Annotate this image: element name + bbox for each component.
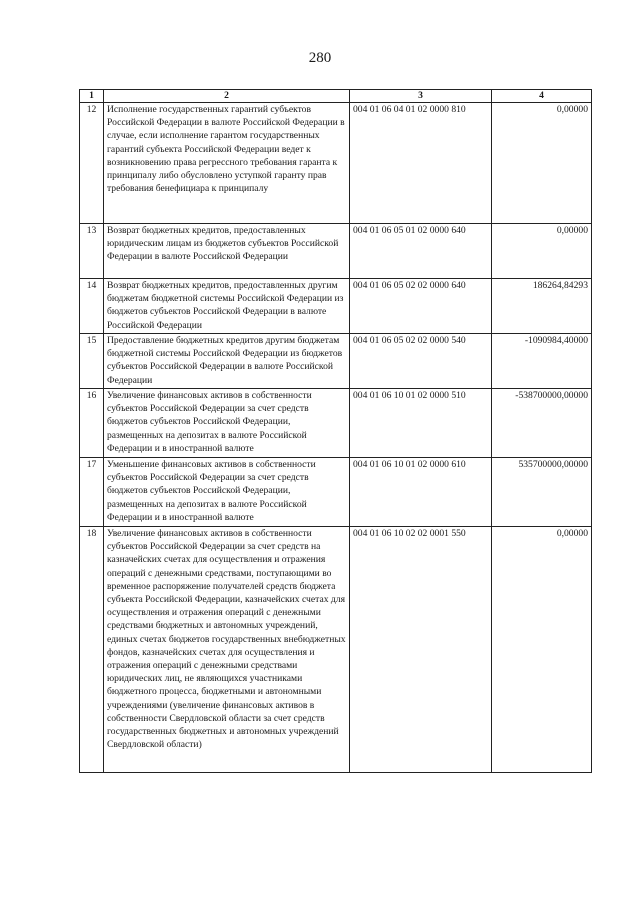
budget-sources-table <box>79 89 592 773</box>
column-header-2: 2 <box>104 90 350 103</box>
row-description: Увеличение финансовых активов в собственности субъектов Российской Федерации за счет средств на казначейских счетах для осуществления и отражения операций с денежными средствами, поступающими во временное распоряжение получателей средств бюджета субъекта Российской Федерации, казначейских счетах для осуществления и отражения операций с денежными средствами бюджетных и автономных учреждений, единых счетах бюджетов государственных внебюджетных фондов, казначейских счетах для осуществления и отражения операций с денежными средствами юридических лиц, не являющихся участниками бюджетного процесса, бюджетными и автономными учреждениями (увеличение финансовых активов в собственности Свердловской области за счет средств государственных бюджетных и автономных учреждений Свердловской области) <box>104 527 350 773</box>
row-number: 17 <box>80 458 104 527</box>
row-description: Увеличение финансовых активов в собственности субъектов Российской Федерации за счет средств бюджетов субъектов Российской Федерации, размещенных на депозитах в валюте Российской Федерации и в иностранной валюте <box>104 389 350 458</box>
row-amount: -1090984,40000 <box>492 334 592 389</box>
row-budget-code: 004 01 06 10 02 02 0001 550 <box>350 527 492 773</box>
row-amount: 0,00000 <box>492 527 592 773</box>
row-description: Исполнение государственных гарантий субъектов Российской Федерации в валюте Российской Федерации в случае, если исполнение гарантом государственных гарантий субъекта Российской Федерации ведет к возникновению права регрессного требования гаранта к принципалу либо обусловлено уступкой гаранту прав требования бенефициара к принципалу <box>104 103 350 224</box>
table-row <box>80 279 592 334</box>
row-number: 18 <box>80 527 104 773</box>
row-number: 15 <box>80 334 104 389</box>
column-header-3: 3 <box>350 90 492 103</box>
row-description: Возврат бюджетных кредитов, предоставленных другим бюджетам бюджетной системы Российской Федерации из бюджетов субъектов Российской Федерации в валюте Российской Федерации <box>104 279 350 334</box>
row-description: Предоставление бюджетных кредитов другим бюджетам бюджетной системы Российской Федерации из бюджетов субъектов Российской Федерации в валюте Российской Федерации <box>104 334 350 389</box>
row-budget-code: 004 01 06 05 02 02 0000 540 <box>350 334 492 389</box>
table-row <box>80 527 592 773</box>
row-amount: 535700000,00000 <box>492 458 592 527</box>
row-number: 12 <box>80 103 104 224</box>
table-header-row <box>80 90 592 103</box>
row-description: Возврат бюджетных кредитов, предоставленных юридическим лицам из бюджетов субъектов Российской Федерации в валюте Российской Федерации <box>104 224 350 279</box>
page-number: 280 <box>308 50 332 66</box>
row-budget-code: 004 01 06 05 02 02 0000 640 <box>350 279 492 334</box>
row-amount: 0,00000 <box>492 103 592 224</box>
row-amount: 186264,84293 <box>492 279 592 334</box>
row-budget-code: 004 01 06 05 01 02 0000 640 <box>350 224 492 279</box>
row-description: Уменьшение финансовых активов в собственности субъектов Российской Федерации за счет средств бюджетов субъектов Российской Федерации, размещенных на депозитах в валюте Российской Федерации и в иностранной валюте <box>104 458 350 527</box>
row-budget-code: 004 01 06 10 01 02 0000 510 <box>350 389 492 458</box>
table-row <box>80 103 592 224</box>
table-row <box>80 458 592 527</box>
table-row <box>80 224 592 279</box>
table-row <box>80 389 592 458</box>
row-number: 13 <box>80 224 104 279</box>
column-header-1: 1 <box>80 90 104 103</box>
row-number: 14 <box>80 279 104 334</box>
row-budget-code: 004 01 06 04 01 02 0000 810 <box>350 103 492 224</box>
row-number: 16 <box>80 389 104 458</box>
row-amount: -538700000,00000 <box>492 389 592 458</box>
column-header-4: 4 <box>492 90 592 103</box>
table-row <box>80 334 592 389</box>
row-amount: 0,00000 <box>492 224 592 279</box>
row-budget-code: 004 01 06 10 01 02 0000 610 <box>350 458 492 527</box>
